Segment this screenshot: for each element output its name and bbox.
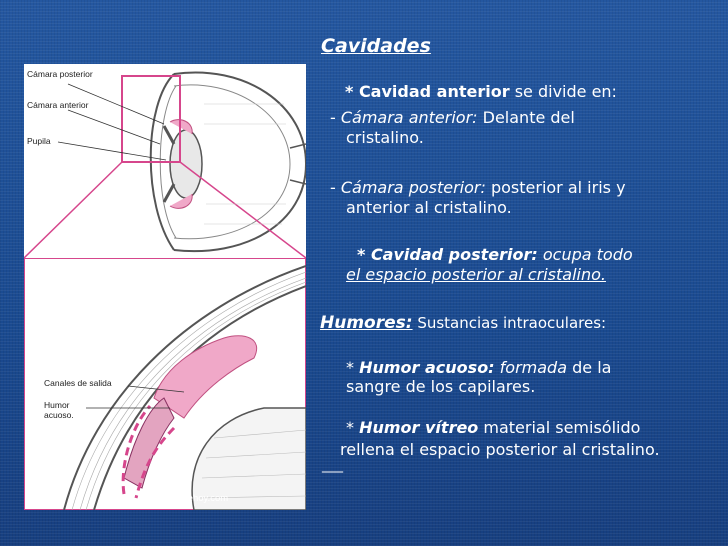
camara-anterior-term: Cámara anterior: <box>340 108 478 127</box>
humor-vitreo-term: Humor vítreo <box>359 418 479 437</box>
humor-acuoso-line2: sangre de los capilares. <box>346 377 536 396</box>
cavidad-anterior-text: se divide en: <box>509 82 617 101</box>
camara-anterior-line2: cristalino. <box>346 128 424 147</box>
eye-diagram-panel <box>24 64 306 258</box>
humor-acuoso-text: de la <box>567 358 612 377</box>
camara-posterior-line <box>330 178 626 197</box>
humor-vitreo-line2: rellena el espacio posterior al cristalino. <box>340 440 660 459</box>
cavidad-anterior-line <box>345 82 617 101</box>
dash: - <box>330 108 341 127</box>
camara-anterior-text: Delante del <box>477 108 575 127</box>
humor-acuoso-term: Humor acuoso: <box>359 358 495 377</box>
bullet: * <box>346 418 360 437</box>
label-camara-posterior: Cámara posterior <box>27 69 93 79</box>
eye-anatomy-figure <box>24 64 312 510</box>
detail-diagram-panel <box>24 258 306 510</box>
source-watermark: medicosdehoy.com <box>147 493 229 504</box>
humor-vitreo-line <box>346 418 640 437</box>
camara-posterior-text: posterior al iris y <box>485 178 626 197</box>
camara-posterior-line2: anterior al cristalino. <box>346 198 512 217</box>
label-humor-acuoso: Humor acuoso. <box>44 400 74 420</box>
label-camara-anterior: Cámara anterior <box>27 100 89 110</box>
humor-acuoso-line <box>346 358 611 377</box>
camara-anterior-line <box>330 108 575 127</box>
humores-line <box>320 313 606 333</box>
humor-vitreo-text: material semisólido <box>478 418 641 437</box>
humores-text: Sustancias intraoculares: <box>412 314 607 332</box>
bullet: * <box>357 245 371 264</box>
cavidad-anterior-term: Cavidad anterior <box>358 82 510 101</box>
bullet: * <box>345 82 359 101</box>
trailing-underline: ___ <box>322 457 343 473</box>
humores-term: Humores: <box>320 313 413 333</box>
cavidad-posterior-line <box>357 245 633 264</box>
camara-posterior-term: Cámara posterior: <box>340 178 486 197</box>
cavidad-posterior-text: ocupa todo <box>537 245 633 264</box>
dash: - <box>330 178 341 197</box>
bullet: * <box>346 358 360 377</box>
eye-cross-section-illustration <box>24 64 306 258</box>
cavidad-posterior-term: Cavidad posterior: <box>370 245 538 264</box>
cavidad-posterior-line2: el espacio posterior al cristalino. <box>346 265 606 284</box>
label-pupila: Pupila <box>27 136 51 146</box>
slide-title: Cavidades <box>321 35 431 57</box>
label-canales-de-salida: Canales de salida <box>44 378 112 388</box>
humor-acuoso-italic: formada <box>494 358 568 377</box>
